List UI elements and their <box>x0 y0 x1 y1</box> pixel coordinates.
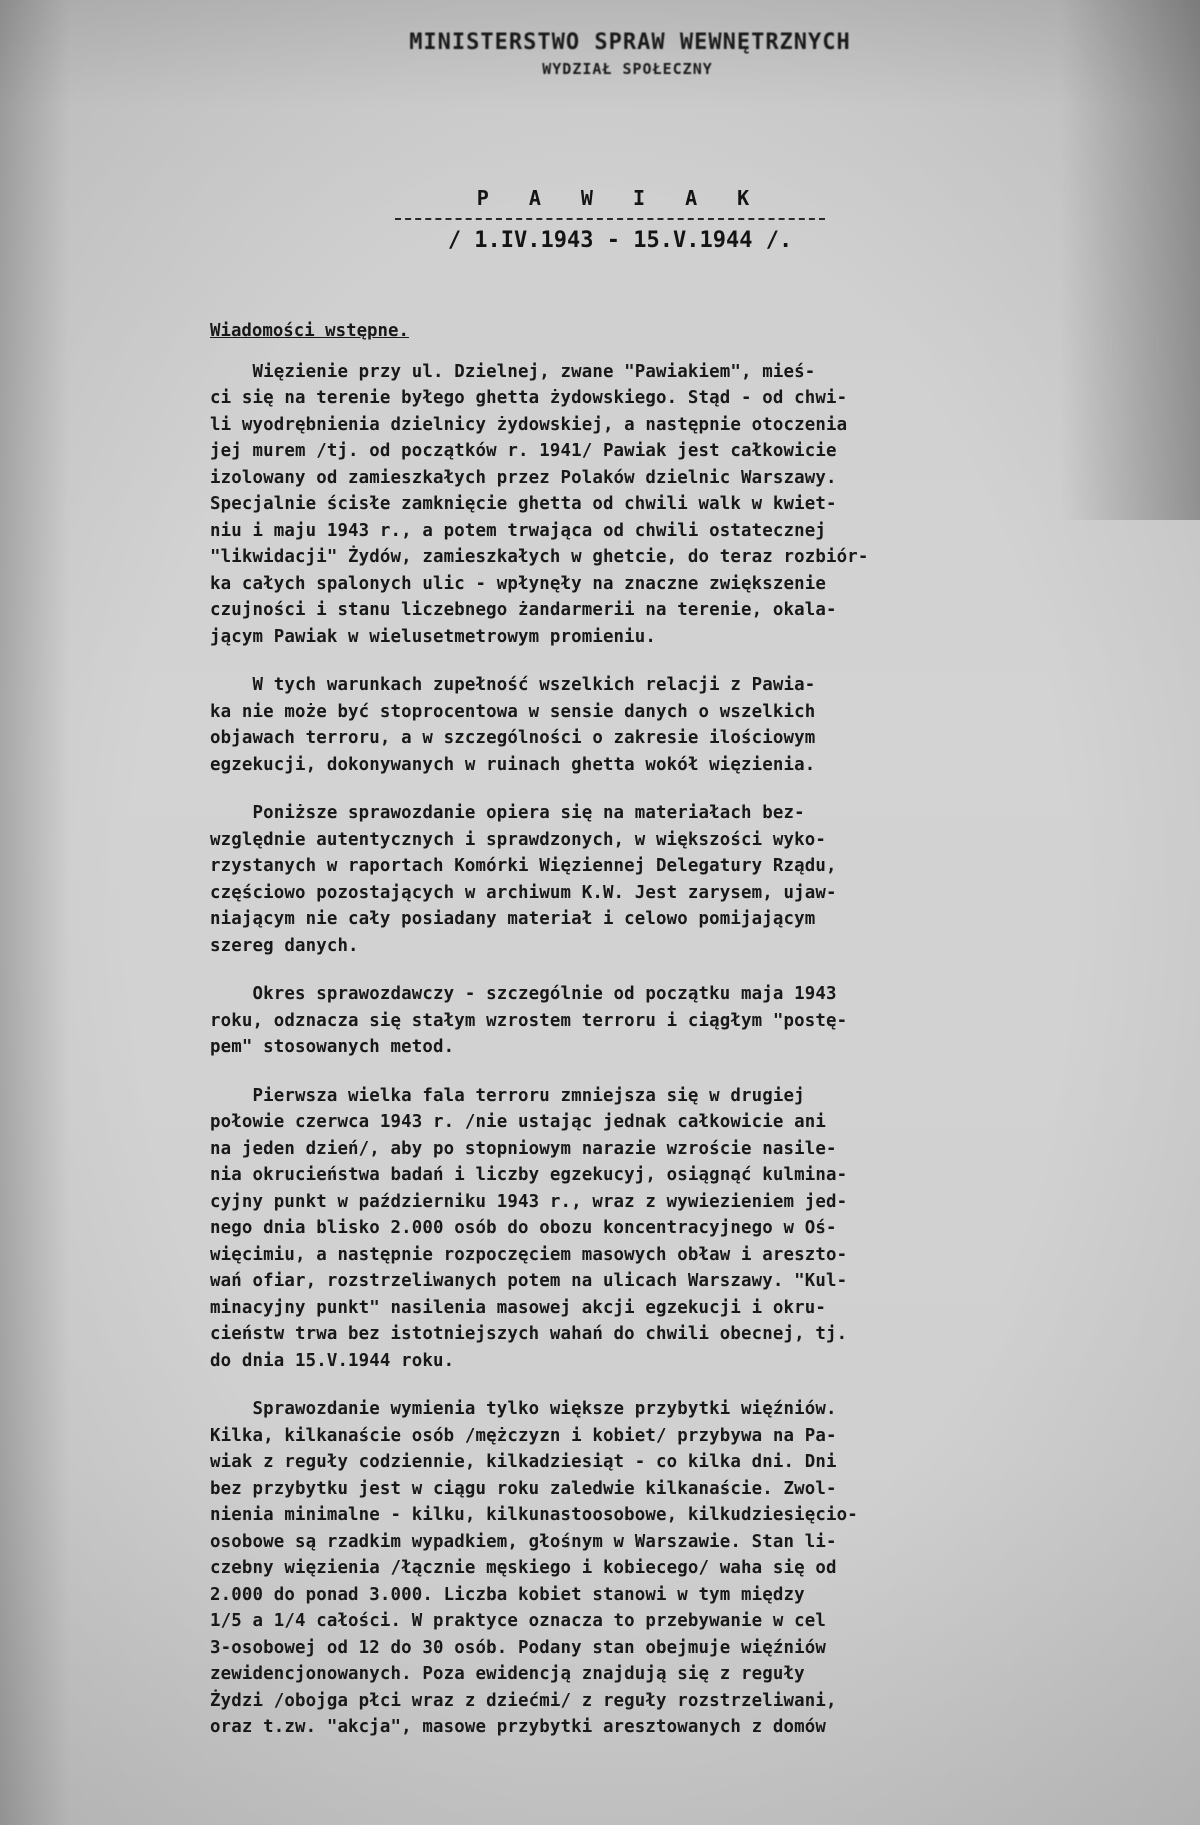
date-range: / 1.IV.1943 - 15.V.1944 /. <box>447 228 793 253</box>
section-heading: Wiadomości wstępne. <box>210 321 409 341</box>
paragraph-2: W tych warunkach zupełność wszelkich relacji z Pawia- ka nie może być stoprocentowa w sensie danych o wszelkich objawach terroru, a w szczególności o zakresie ilościowym egzekucji, dokonywanych w ruinach ghetta wokół więzienia. <box>210 675 816 775</box>
paragraph-6: Sprawozdanie wymienia tylko większe przybytki więźniów. Kilka, kilkanaście osób /mężczyzn i kobiet/ przybywa na Pa- wiak z reguły codziennie, kilkadziesiąt - co kilka dni. Dni bez przybytku jest w ciągu roku zaledwie kilkanaście. Zwol- nienia minimalne - kilku, kilkunastoosobowe, kilkudziesięcio- osobowe są rzadkim wypadkiem, głośnym w Warszawie. Stan li- czebny więzienia /łącznie męskiego i kobiecego/ waha się od 2.000 do ponad 3.000. Liczba kobiet stanowi w tym między 1/5 a 1/4 całości. W praktyce oznacza to przebywanie w cel 3-osobowej od 12 do 30 osób. Podany stan obejmuje więźniów zewidencjonowanych. Poza ewidencją znajdują się z reguły Żydzi /obojga płci wraz z dziećmi/ z reguły rozstrzeliwani, oraz t.zw. "akcja", masowe przybytki aresztowanych z domów <box>210 1399 858 1737</box>
department-header: WYDZIAŁ SPOŁECZNY <box>542 60 713 78</box>
paragraph-1: Więzienie przy ul. Dzielnej, zwane "Pawiakiem", mieś- ci się na terenie byłego ghetta żydowskiego. Stąd - od chwi- li wyodrębnienia dzielnicy żydowskiej, a następnie otoczenia jej murem /tj. od początków r. 1941/ Pawiak jest całkowicie izolowany od zamieszkałych przez Polaków dzielnic Warszawy. Specjalnie ścisłe zamknięcie ghetta od chwili walk w kwiet- niu i maju 1943 r., a potem trwająca od chwili ostatecznej "likwidacji" Żydów, zamieszkałych w ghetcie, do teraz rozbiór- ka całych spalonych ulic - wpłynęły na znaczne zwiększenie czujności i stanu liczebnego żandarmerii na terenie, okala- jącym Pawiak w wielusetmetrowym promieniu. <box>210 361 869 647</box>
paragraph-3: Poniższe sprawozdanie opiera się na materiałach bez- względnie autentycznych i sprawdzonych, w większości wyko- rzystanych w raportach Komórki Więziennej Delegatury Rządu, częściowo pozostających w archiwum K.W. Jest zarysem, ujaw- niającym nie cały posiadany materiał i celowo pomijającym szereg danych. <box>210 803 837 956</box>
paragraph-5: Pierwsza wielka fala terroru zmniejsza się w drugiej połowie czerwca 1943 r. /nie ustając jednak całkowicie ani na jeden dzień/, aby po stopniowym narazie wzroście nasile- nia okrucieństwa badań i liczby egzekucyj, osiągnąć kulmina- cyjny punkt w październiku 1943 r., wraz z wywiezieniem jed- nego dnia blisko 2.000 osób do obozu koncentracyjnego w Oś- więcimiu, a następnie rozpoczęciem masowych obław i areszto- wań ofiar, rozstrzeliwanych potem na ulicach Warszawy. "Kul- minacyjny punkt" nasilenia masowej akcji egzekucji i okru- cieństw trwa bez istotniejszych wahań do chwili obecnej, tj. do dnia 15.V.1944 roku. <box>210 1085 848 1371</box>
ministry-header: MINISTERSTWO SPRAW WEWNĘTRZNYCH <box>409 30 851 55</box>
title-divider <box>395 218 825 220</box>
page-shadow-left <box>0 0 70 1825</box>
paragraph-4: Okres sprawozdawczy - szczególnie od początku maja 1943 roku, odznacza się stałym wzrostem terroru i ciągłym "postę- pem" stosowanych metod. <box>210 984 848 1057</box>
document-title: P A W I A K <box>476 186 764 210</box>
document-body <box>210 318 1110 1763</box>
